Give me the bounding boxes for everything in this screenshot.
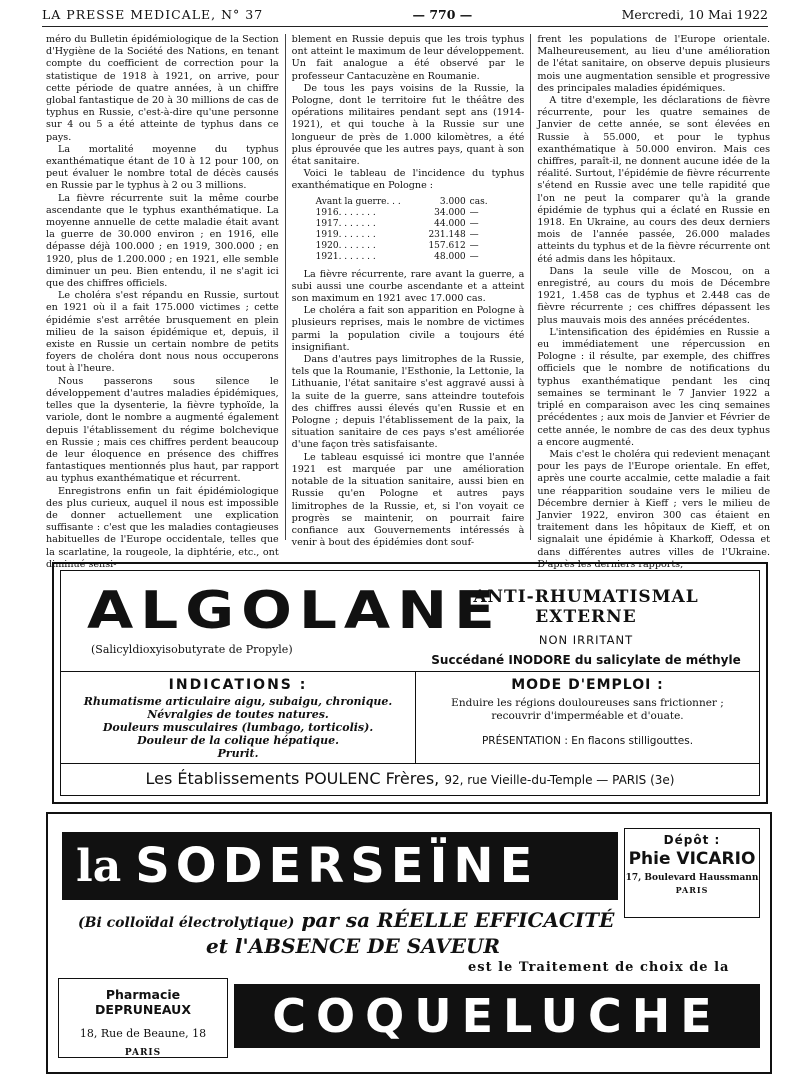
chemical-name: (Salicyldioxyisobutyrate de Propyle) <box>91 643 293 656</box>
algolane-advertisement <box>52 562 768 804</box>
paragraph: L'intensification des épidémies en Russie a eu immédiatement une répercussion en Pologne : il résulte, par exemple, des chiffres officiels que le nombre de notifications du typhus exanthématique pendant les cinq semaines se terminant le 7 Janvier 1922 a triplé en comparaison avec les cinq semaines précédentes ; aux mois de Janvier et Février de cette année, le nombre de cas des deux typhus a encore augmenté. <box>537 326 771 448</box>
mode-line: Enduire les régions douloureuses sans frictionner ; <box>451 697 724 709</box>
tagline-3: est le Traitement de choix de la <box>468 960 730 975</box>
page-header <box>42 4 768 24</box>
table-row: 1920. . . . . . . 157.612 — <box>315 240 479 251</box>
paragraph: Voici le tableau de l'incidence du typhus exanthématique en Pologne : <box>291 168 525 192</box>
pharmacy-address: 18, Rue de Beaune, 18 <box>79 1027 207 1040</box>
tagline-main: par sa RÉELLE EFFICACITÉ <box>301 908 615 932</box>
paragraph: Nous passerons sous silence le développement d'autres maladies épidémiques, telles que la dysenterie, la fièvre typhoïde, la variole, dont le nombre a augmenté également depuis l'établissement du régime bolchevique en Russie ; mais ces chiffres perdent beaucoup de leur éloquence en présence des chiffres fantastiques mentionnés plus haut, par rapport au typhus exanthématique et récurrent. <box>46 375 279 485</box>
soderseine-logo <box>62 832 618 900</box>
paragraph: La mortalité moyenne du typhus exanthématique étant de 10 à 12 pour 100, on peut évaluer le nombre total de décès causés en Russie par le typhus à 2 ou 3 millions. <box>46 143 279 192</box>
table-row: 1916. . . . . . . 34.000 — <box>315 207 479 218</box>
paragraph: Mais c'est le choléra qui redevient menaçant pour les pays de l'Europe orientale. En effet, après une courte accalmie, cette maladie a fait une réapparition soudaine vers le milieu de Décembre dernier à Kieff ; vers le milieu de Janvier 1922, environ 300 cas étaient en traitement dans les hôpitaux de Kieff, et on signalait une épidémie à Kharkoff, Odessa et dans différentes autres villes de l'Ukraine. D'après les derniers rapports, <box>537 448 771 570</box>
paragraph: frent les populations de l'Europe orientale. Malheureusement, au lieu d'une amélioration de l'état sanitaire, on observe depuis plusieurs mois une augmentation sensible et progressive des principales maladies épidémiques. <box>537 34 771 94</box>
paragraph: Le tableau esquissé ici montre que l'année 1921 est marquée par une amélioration notable de la situation sanitaire, aussi bien en Russie qu'en Pologne et autres pays limitrophes de la Russie, et, si l'on voyait ce progrès se maintenir, on pourrait faire confiance aux Gouvernements intéressés à venir à bout des épidémies dont souf- <box>291 451 525 549</box>
tagline-2: et l'ABSENCE DE SAVEUR <box>206 934 501 958</box>
tagline-small: (Bi colloïdal électrolytique) <box>78 915 295 931</box>
indications-block <box>61 677 415 760</box>
depot-city: PARIS <box>675 885 709 895</box>
paragraph: Dans d'autres pays limitrophes de la Russie, tels que la Roumanie, l'Esthonie, la Lettonie, la Lithuanie, l'état sanitaire s'est aggravé aussi à la suite de la guerre, sans atteindre toutefois des chiffres aussi élevés qu'en Russie et en Pologne ; depuis l'établissement de la paix, la situation sanitaire de ces pays s'est améliorée d'une façon très satisfaisante. <box>291 354 525 451</box>
indication-line: Névralgies de toutes natures. <box>147 708 329 721</box>
paragraph: A titre d'exemple, les déclarations de fièvre récurrente, pour les quatre semaines de Janvier de cette année, se sont élevées en Russie à 55.000, et pour le typhus exanthématique à 50.000 environ. Mais ces chiffres, paraît-il, ne donnent aucune idée de la réalité. Surtout, l'épidémie de fièvre récurrente s'étend en Russie avec une telle rapidité que l'on ne peut la comparer qu'à la grande épidémie de typhus qui a éclaté en Russie en 1918. En Ukraine, au cours des deux derniers mois de l'année passée, 26.000 malades atteints du typhus et de la fièvre récurrente ont été admis dans les hôpitaux. <box>537 95 771 265</box>
paragraph: Le choléra a fait son apparition en Pologne à plusieurs reprises, mais le nombre de victimes parmi la population civile a toujours été insignifiant. <box>291 305 525 353</box>
issue-date: Mercredi, 10 Mai 1922 <box>621 6 768 22</box>
logo-article: la <box>76 840 122 892</box>
indication-line: Prurit. <box>217 747 259 760</box>
mode-title: MODE D'EMPLOI : <box>511 677 664 693</box>
column-1 <box>46 34 279 570</box>
paragraph: La fièvre récurrente, rare avant la guerre, a subi aussi une courbe ascendante et a atteint son maximum en 1921 avec 17.000 cas. <box>291 268 525 305</box>
table-row: 1921. . . . . . . 48.000 — <box>315 251 479 262</box>
paragraph: La fièvre récurrente suit la même courbe ascendante que le typhus exanthématique. La moyenne annuelle de cette maladie était avant la guerre de 30.000 environ ; en 1916, elle dépasse déjà 100.000 ; en 1919, 300.000 ; en 1920, plus de 1.200.000 ; en 1921, elle semble diminuer un peu. Bien entendu, il ne s'agit ici que des chiffres officiels. <box>46 192 279 290</box>
non-irritant: NON IRRITANT <box>538 633 634 647</box>
paragraph: Dans la seule ville de Moscou, on a enregistré, au cours du mois de Décembre 1921, 1.458 cas de typhus et 2.448 cas de fièvre récurrente ; ces chiffres dépassent les plus mauvais mois des années précédentes. <box>537 265 771 326</box>
header-rule <box>42 26 768 27</box>
depot-address: 17, Boulevard Haussmann <box>625 873 759 883</box>
indication-line: Douleur de la colique hépatique. <box>137 734 339 747</box>
paragraph: De tous les pays voisins de la Russie, la Pologne, dont le territoire fut le théâtre des opérations militaires pendant sept ans (1914-1921), et qui touche à la Russie sur une longueur de près de 1.000 kilomètres, a été plus éprouvée que les autres pays, quant à son état sanitaire. <box>291 82 525 168</box>
pharmacy-name: Pharmacie DEPRUNEAUX <box>95 987 191 1017</box>
indications-title: INDICATIONS : <box>168 677 308 693</box>
table-row: 1917. . . . . . . 44.000 — <box>315 218 479 229</box>
paragraph: Enregistrons enfin un fait épidémiologique des plus curieux, auquel il nous est impossible de donner actuellement une explication suffisante : c'est que les maladies contagieuses habituelles de l'Europe occidentale, telles que la scarlatine, la rougeole, la diphtérie, etc., ont diminué sensi- <box>46 485 279 570</box>
ad-inner-frame <box>60 570 760 796</box>
table-row: Avant la guerre. . . 3.000 cas. <box>315 196 488 207</box>
journal-title: LA PRESSE MEDICALE, N° 37 <box>42 6 264 22</box>
substitute-line: Succédané INODORE du salicylate de méthyle <box>431 653 741 667</box>
depot-box <box>624 828 760 918</box>
indication-line: Douleurs musculaires (lumbago, torticolis). <box>102 721 374 734</box>
divider <box>61 671 759 672</box>
soderseine-advertisement <box>46 812 772 1074</box>
ad-title: ANTI-RHUMATISMAL EXTERNE <box>473 587 699 627</box>
column-separator <box>285 34 286 540</box>
article-columns <box>46 34 771 570</box>
column-separator <box>530 34 531 540</box>
paragraph: Le choléra s'est répandu en Russie, surtout en 1921 où il a fait 175.000 victimes ; cette épidémie s'est arrêtée brusquement en plein milieu de la saison épidémique et, depuis, il existe en Russie un certain nombre de petits foyers de choléra dont nous nous occuperons tout à l'heure. <box>46 290 279 375</box>
algolane-logo: ALGOLANE <box>87 581 502 641</box>
mode-emploi-block <box>416 677 759 747</box>
typhus-table <box>316 197 525 263</box>
paragraph: méro du Bulletin épidémiologique de la Section d'Hygiène de la Société des Nations, en tenant compte du coefficient de correction pour la statistique de 1918 à 1921, on arrive, pour cette période de quatre années, à un chiffre global fantastique de 20 à 30 millions de cas de typhus en Russie, c'est-à-dire qu'une personne sur 4 ou 5 a été atteinte de typhus dans ce pays. <box>46 34 279 143</box>
depot-name: Phie VICARIO <box>628 849 756 869</box>
company-line <box>61 769 759 788</box>
tagline-1 <box>78 908 614 932</box>
table-row: 1919. . . . . . . 231.148 — <box>315 229 479 240</box>
depot-title: Dépôt : <box>663 833 721 847</box>
pharmacy-city: PARIS <box>124 1048 162 1058</box>
ad-headline-block <box>421 587 751 667</box>
logo-brand: SODERSEÏNE <box>135 838 539 894</box>
column-3 <box>537 34 771 570</box>
divider <box>61 763 759 764</box>
company-address: 92, rue Vieille-du-Temple — PARIS (3e) <box>444 773 675 787</box>
column-2 <box>291 34 525 549</box>
page-number: — 770 — <box>412 6 473 22</box>
mode-line: recouvrir d'imperméable et d'ouate. <box>491 710 684 722</box>
paragraph: blement en Russie depuis que les trois typhus ont atteint le maximum de leur développement. Un fait analogue a été observé par le professeur Cantacuzène en Roumanie. <box>291 34 525 82</box>
company-name: Les Établissements POULENC Frères, <box>145 769 440 788</box>
indication-line: Rhumatisme articulaire aigu, subaigu, chronique. <box>83 695 393 708</box>
presentation: PRÉSENTATION : En flacons stilligouttes. <box>481 735 694 747</box>
pharmacy-box <box>58 978 228 1058</box>
disease-banner: COQUELUCHE <box>234 984 760 1048</box>
